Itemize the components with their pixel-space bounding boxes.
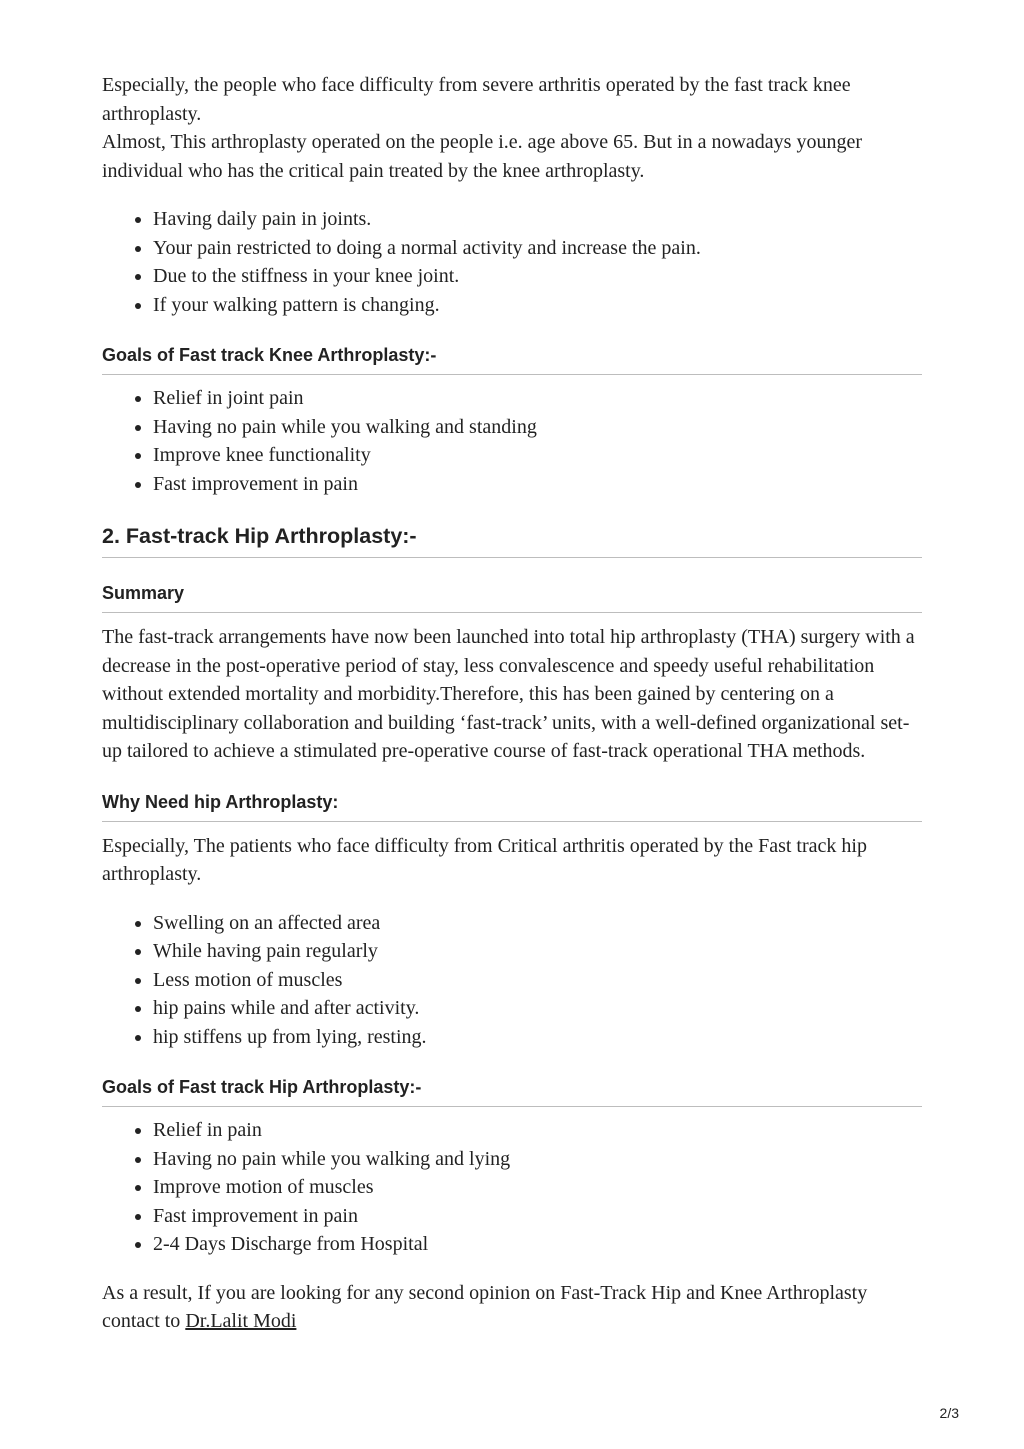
list-item: • Fast improvement in pain: [153, 1202, 922, 1231]
hip-section-heading: 2. Fast-track Hip Arthroplasty:-: [102, 522, 922, 558]
list-item: • Due to the stiffness in your knee joint.: [153, 262, 922, 291]
why-hip-heading: Why Need hip Arthroplasty:: [102, 790, 922, 822]
closing-text: As a result, If you are looking for any second opinion on Fast-Track Hip and Knee Arthroplasty contact to: [102, 1281, 868, 1332]
list-item: • If your walking pattern is changing.: [153, 291, 922, 320]
closing-paragraph: [102, 1279, 922, 1336]
knee-goals-heading: Goals of Fast track Knee Arthroplasty:-: [102, 343, 922, 375]
list-item: • While having pain regularly: [153, 937, 922, 966]
list-item: • hip pains while and after activity.: [153, 994, 922, 1023]
list-item: • Having no pain while you walking and lying: [153, 1145, 922, 1174]
hip-indications-list: [102, 909, 922, 1052]
list-item: • Your pain restricted to doing a normal activity and increase the pain.: [153, 234, 922, 263]
list-item: • Fast improvement in pain: [153, 470, 922, 499]
summary-paragraph: The fast-track arrangements have now been launched into total hip arthroplasty (THA) surgery with a decrease in the post-operative period of stay, less convalescence and speedy useful rehabilitation without extended mortality and morbidity.Therefore, this has been gained by centering on a multidisciplinary collaboration and building ‘fast-track’ units, with a well-defined organizational set-up tailored to achieve a stimulated pre-operative course of fast-track operational THA methods.: [102, 626, 915, 762]
intro-paragraph: Almost, This arthroplasty operated on the people i.e. age above 65. But in a nowadays younger individual who has the critical pain treated by the knee arthroplasty.: [102, 131, 862, 182]
list-item: • Having daily pain in joints.: [153, 205, 922, 234]
intro-section: [102, 71, 922, 185]
list-item: • 2-4 Days Discharge from Hospital: [153, 1230, 922, 1259]
list-item: • Having no pain while you walking and standing: [153, 413, 922, 442]
page-number: 2/3: [939, 1405, 959, 1421]
hip-goals-list: [102, 1116, 922, 1259]
list-item: • hip stiffens up from lying, resting.: [153, 1023, 922, 1052]
hip-goals-heading: Goals of Fast track Hip Arthroplasty:-: [102, 1075, 922, 1107]
list-item: • Less motion of muscles: [153, 966, 922, 995]
doctor-link[interactable]: Dr.Lalit Modi: [185, 1310, 297, 1332]
summary-heading: Summary: [102, 581, 922, 613]
list-item: • Swelling on an affected area: [153, 909, 922, 938]
knee-goals-list: [102, 384, 922, 498]
list-item: • Relief in joint pain: [153, 384, 922, 413]
document-page: [102, 71, 922, 1336]
why-hip-paragraph: Especially, The patients who face difficulty from Critical arthritis operated by the Fast track hip arthroplasty.: [102, 834, 867, 885]
knee-indications-list: [102, 205, 922, 319]
intro-paragraph: Especially, the people who face difficulty from severe arthritis operated by the fast track knee arthroplasty.: [102, 74, 851, 125]
list-item: • Improve motion of muscles: [153, 1173, 922, 1202]
list-item: • Improve knee functionality: [153, 441, 922, 470]
list-item: • Relief in pain: [153, 1116, 922, 1145]
